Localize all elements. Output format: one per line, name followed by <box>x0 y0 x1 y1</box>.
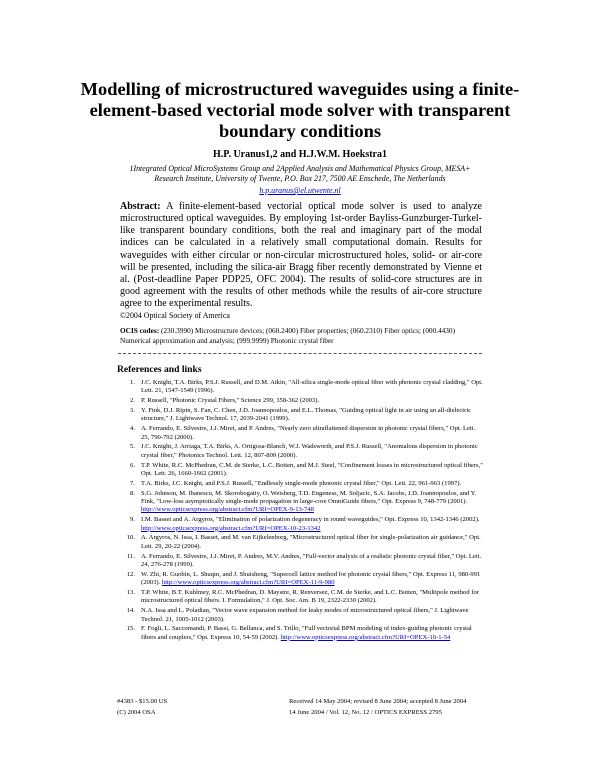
reference-number: 8. <box>130 489 135 497</box>
ocis-text: (230.3990) Microstructure devices; (060.2400) Fiber properties; (060.2310) Fiber optics; (000.4430) Numerical approximation and analysis; (999.9999) Photonic crystal fiber <box>120 326 455 345</box>
footer-dates: Received 14 May 2004; revised 8 June 2004; accepted 8 June 2004 <box>289 698 467 705</box>
references-heading: References and links <box>117 364 202 375</box>
abstract <box>120 201 482 310</box>
ocis-label: OCIS codes: <box>120 326 160 335</box>
reference-text: I.M. Basset and A. Argyros, "Elimination of polarization degeneracy in round waveguides," Opt. Express 10, 1342-1346 (2002). <box>141 516 480 524</box>
author-email-line <box>0 186 600 195</box>
reference-number: 12. <box>126 570 135 578</box>
reference-item <box>117 480 483 488</box>
reference-text: T.A. Birks, J.C. Knight, and P.S.J. Russell, "Endlessly single-mode photonic crystal fiber," Opt. Lett. 22, 961-963 (1997). <box>141 479 462 487</box>
reference-item <box>117 425 483 442</box>
reference-text: N.A. Issa and L. Poladian, "Vector wave expansion method for leaky modes of microstructured optical fibers," J. Lightwave Technol. 21, 1005-1012 (2003). <box>141 607 469 623</box>
reference-number: 7. <box>130 479 135 487</box>
reference-number: 15. <box>126 625 135 633</box>
reference-item <box>117 379 483 396</box>
reference-item <box>117 534 483 551</box>
reference-number: 9. <box>130 516 135 524</box>
reference-item <box>117 553 483 570</box>
reference-link[interactable]: http://www.opticsexpress.org/abstract.cfm?URI=OPEX-9-13-748 <box>141 506 314 514</box>
reference-number: 11. <box>127 552 135 560</box>
reference-text: T.P. White, R.C. McPhedran, C.M. de Sterke, L.C. Botten, and M.J. Steel, "Confinement losses in microstructured optical fibers," Opt. Lett. 26, 1660-1662 (2001). <box>141 461 483 478</box>
reference-item <box>117 571 483 588</box>
reference-item <box>117 516 483 533</box>
footer-price: #4383 - $15.00 US <box>117 698 168 705</box>
affiliation: 1Integrated Optical MicroSystems Group and 2Applied Analysis and Mathematical Physics Group, MESA+ Research Institute, University of Twente, P.O. Box 217, 7500 AE Enschede, The Netherlands <box>129 164 471 183</box>
reference-item <box>117 443 483 460</box>
reference-item <box>117 397 483 405</box>
reference-number: 13. <box>126 589 135 597</box>
reference-link[interactable]: http://www.opticsexpress.org/abstract.cfm?URI=OPEX-10-23-1342 <box>141 524 321 532</box>
reference-number: 3. <box>130 407 135 414</box>
reference-item <box>117 462 483 479</box>
reference-text: J.C. Knight, J. Arriaga, T.A. Birks, A. Ortigosa-Blanch, W.J. Wadsworth, and P.S.J. Russell, "Anomalous dispersion in photonic crystal fiber," Photonics Technol. Lett. 12, 807-809 (2000). <box>141 443 478 459</box>
ocis-codes <box>120 326 482 346</box>
footer-copyright: (C) 2004 OSA <box>117 709 156 716</box>
references-list <box>117 379 483 644</box>
abstract-label: Abstract: <box>120 201 161 212</box>
reference-item <box>117 589 483 606</box>
abstract-text: A finite-element-based vectorial optical mode solver is used to analyze microstructured optical waveguides. By employing 1st-order Bayliss-Gunzburger-Turkel-like transparent boundary conditions, both the real and imaginary part of the modal indices can be calculated in a relatively small computational domain. Results for waveguides with either circular or non-circular microstructured holes, solid- or air-core will be presented, including the silica-air Bragg fiber recently demonstrated by Vienne et al. (Post-deadline Paper PDP25, OFC 2004). The results of solid-core structures are in good agreement with the results of other methods while the results of air-core structure agree to the experimental results. <box>120 201 482 310</box>
reference-text: P. Russell, "Photonic Crystal Fibers," Science 299, 358-362 (2003). <box>141 397 320 405</box>
reference-text: A. Argyros, N. Issa, I. Basset, and M. van Eijkelenborg, "Microstructured optical fiber for single-polarization air guidance," Opt. Lett. 29, 20-22 (2004). <box>141 534 481 550</box>
reference-item <box>117 407 483 424</box>
copyright-notice: ©2004 Optical Society of America <box>120 311 230 320</box>
reference-number: 1. <box>130 379 135 386</box>
reference-text: J.C. Knight, T.A. Birks, P.S.J. Russell, and D.M. Atkin, "All-silica single-mode optical fiber with photonic crystal cladding," Opt. Lett. 21, 1547-1549 (1996). <box>141 379 483 395</box>
footer-journal: 14 June 2004 / Vol. 12, No. 12 / OPTICS EXPRESS 2795 <box>289 709 442 716</box>
reference-number: 4. <box>130 425 135 433</box>
reference-number: 14. <box>126 607 135 615</box>
reference-link[interactable]: http://www.opticsexpress.org/abstract.cfm?URI=OPEX-10-1-54 <box>280 633 451 641</box>
reference-text: F. Fogli, L. Saccomandi, P. Bassi, G. Bellanca, and S. Trillo, "Full vectorial BPM modeling of index-guiding photonic crystal fibers and couplers," Opt. Express 10, 54-59 (2002). <box>141 625 472 641</box>
reference-text: Y. Fink, D.J. Ripin, S. Fan, C. Chen, J.D. Joannopoulos, and E.L. Thomas, "Guiding optical light in air using an all-dielectric structure," J. Lightwave Technol. 17, 2039-2041 (1999). <box>141 407 472 423</box>
reference-number: 10. <box>126 534 135 542</box>
author-email-link[interactable]: h.p.uranus@el.utwente.nl <box>259 186 341 195</box>
reference-number: 6. <box>130 461 135 469</box>
reference-text: A. Ferrando, E. Silvestre, J.J. Miret, P. Andres, M.V. Andres, "Full-vector analysis of a realistic photonic crystal fiber," Opt. Lett. 24, 276-278 (1999). <box>141 552 482 569</box>
reference-number: 5. <box>130 443 135 451</box>
reference-text: W. Zhi, R. Guobin, L. Shuqin, and J. Shuisheng, "Supercell lattice method for photonic crystal fibers," Opt. Express 11, 980-991 (2003). <box>141 570 481 587</box>
section-divider <box>118 353 482 354</box>
reference-text: T.P. White, B.T. Kuhlmey, R.C. McPhedran, D. Maystre, R. Renversez, C.M. de Sterke, and L.C. Botten, "Multipole method for microstructured optical fibers. I. Formulation," J. Opt. Soc. Am. B 19, 2322-2330 (2002). <box>141 589 479 605</box>
reference-item <box>117 490 483 515</box>
reference-item <box>117 625 483 642</box>
paper-title: Modelling of microstructured waveguides using a finite-element-based vectorial mode solver with transparent boundary conditions <box>80 79 520 141</box>
reference-text: A. Ferrando, E. Silvestre, J.J. Miret, and P. Andres, "Nearly zero ultraflattened dispersion in photonic crystal fibers," Opt. Lett. 25, 790-792 (2000). <box>141 425 476 441</box>
reference-number: 2. <box>130 397 135 405</box>
reference-link[interactable]: http://www.opticsexpress.org/abstract.cfm?URI=OPEX-11-9-980 <box>161 579 335 587</box>
author-list: H.P. Uranus1,2 and H.J.W.M. Hoekstra1 <box>212 149 387 160</box>
reference-item <box>117 607 483 624</box>
reference-text: S.G. Johnson, M. Ibanescu, M. Skorobogatiy, O. Weisberg, T.D. Engeness, M. Soljacic, S.A. Jacobs, J.D. Joannopoulos, and Y. Fink, "Low-loss asymptotically single-mode propagation in large-core OmniGuide fibers," Opt. Express 9, 748-779 (2001). <box>141 489 477 506</box>
